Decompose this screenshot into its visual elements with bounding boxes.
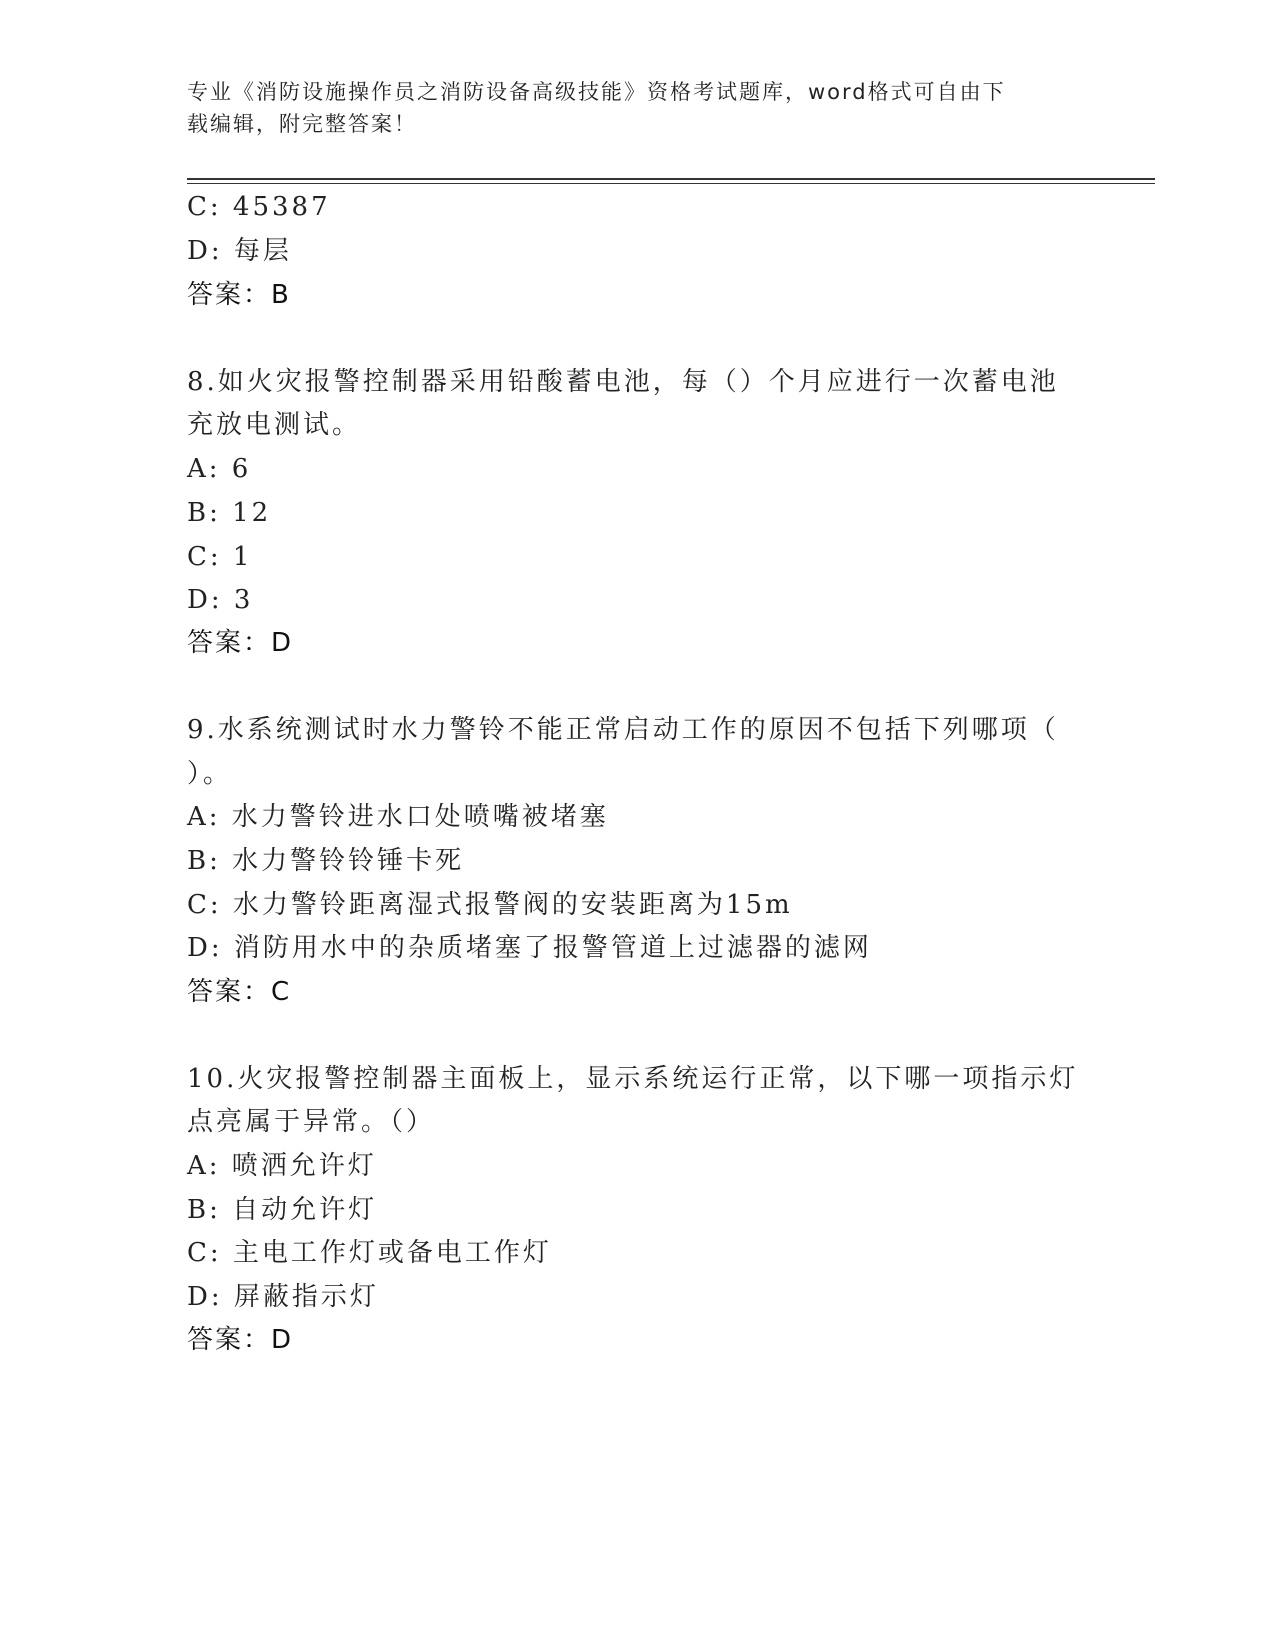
header-line-1: 专业《消防设施操作员之消防设备高级技能》资格考试题库，word格式可自由下 (187, 80, 1006, 104)
q9-option-c: C: 水力警铃距离湿式报警阀的安装距离为15m (187, 890, 793, 920)
q8-option-d: D: 3 (187, 585, 254, 615)
q9-stem-line-2: ）。 (187, 759, 233, 789)
q9-answer: 答案：C (187, 977, 292, 1007)
q10-stem-line-2: 点亮属于异常。（） (187, 1107, 436, 1137)
header-divider-thick (187, 178, 1155, 180)
prev-option-c: C: 45387 (187, 192, 331, 222)
q8-stem-line-1: 8.如火灾报警控制器采用铅酸蓄电池，每（）个月应进行一次蓄电池 (187, 367, 1059, 397)
q10-option-a: A: 喷洒允许灯 (187, 1151, 377, 1181)
q10-answer: 答案：D (187, 1325, 294, 1355)
q10-stem-line-1: 10.火灾报警控制器主面板上，显示系统运行正常，以下哪一项指示灯 (187, 1064, 1079, 1094)
q9-option-d: D: 消防用水中的杂质堵塞了报警管道上过滤器的滤网 (187, 933, 872, 963)
q8-option-c: C: 1 (187, 542, 253, 572)
q8-stem-line-2: 充放电测试。 (187, 410, 362, 440)
q10-option-b: B: 自动允许灯 (187, 1195, 378, 1225)
q8-option-b: B: 12 (187, 498, 272, 528)
prev-option-d: D: 每层 (187, 236, 292, 266)
q8-option-a: A: 6 (187, 454, 252, 484)
header-divider-thin (187, 183, 1155, 184)
q8-answer: 答案：D (187, 628, 294, 658)
document-header (187, 76, 1067, 140)
q9-option-b: B: 水力警铃铃锤卡死 (187, 846, 465, 876)
q9-stem-line-1: 9.水系统测试时水力警铃不能正常启动工作的原因不包括下列哪项（ (187, 715, 1059, 745)
prev-answer: 答案：B (187, 280, 291, 310)
q9-option-a: A: 水力警铃进水口处喷嘴被堵塞 (187, 802, 609, 832)
q10-option-d: D: 屏蔽指示灯 (187, 1282, 379, 1312)
q10-option-c: C: 主电工作灯或备电工作灯 (187, 1238, 552, 1268)
header-line-2: 载编辑，附完整答案！ (187, 112, 417, 136)
